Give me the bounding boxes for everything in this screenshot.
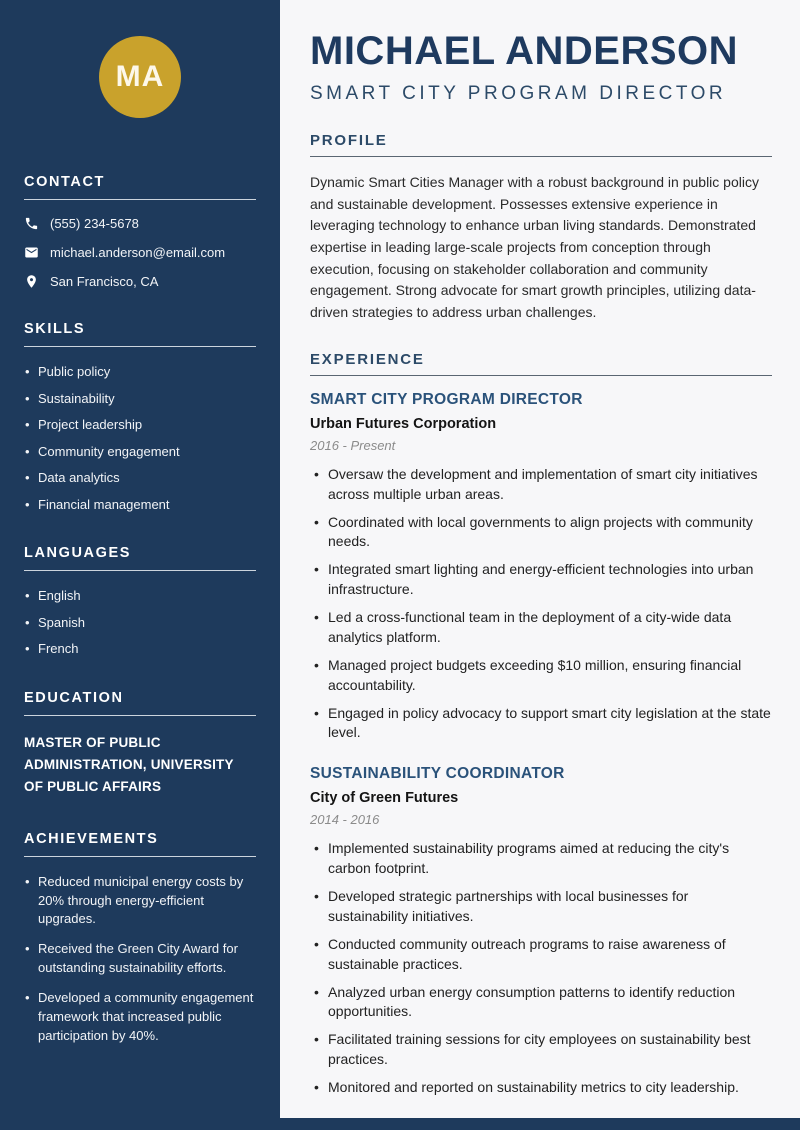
skill-item: • Project leadership xyxy=(24,416,256,434)
avatar xyxy=(99,36,181,118)
phone-icon xyxy=(24,216,39,231)
avatar-initials: MA xyxy=(115,60,165,93)
contact-location-row xyxy=(24,274,256,289)
contact-location-text: San Francisco, CA xyxy=(50,274,159,289)
skill-item: • Financial management xyxy=(24,496,256,514)
candidate-name: MICHAEL ANDERSON xyxy=(310,29,739,73)
experience-bullet: • Integrated smart lighting and energy-efficient technologies into urban infrastructure. xyxy=(310,560,772,600)
experience-section xyxy=(310,351,772,1098)
experience-heading: EXPERIENCE xyxy=(310,351,772,376)
skills-section xyxy=(24,321,256,513)
job-title: SMART CITY PROGRAM DIRECTOR xyxy=(310,390,583,408)
experience-bullet: • Monitored and reported on sustainability metrics to city leadership. xyxy=(310,1078,772,1098)
education-heading: EDUCATION xyxy=(24,690,256,716)
experience-bullet: • Managed project budgets exceeding $10 million, ensuring financial accountability. xyxy=(310,656,772,696)
main-content xyxy=(280,0,800,1130)
experience-bullet: • Conducted community outreach programs to raise awareness of sustainable practices. xyxy=(310,935,772,975)
skill-item: • Sustainability xyxy=(24,390,256,408)
job-bullets xyxy=(310,465,772,744)
language-item: • English xyxy=(24,587,256,605)
contact-heading: CONTACT xyxy=(24,174,256,200)
contact-email-row xyxy=(24,245,256,260)
experience-bullet: • Led a cross-functional team in the deployment of a city-wide data analytics platform. xyxy=(310,608,772,648)
contact-section xyxy=(24,174,256,289)
job-bullets xyxy=(310,839,772,1098)
education-degree: MASTER OF PUBLIC ADMINISTRATION, UNIVERSITY OF PUBLIC AFFAIRS xyxy=(24,734,234,795)
skill-item: • Public policy xyxy=(24,363,256,381)
achievements-heading: ACHIEVEMENTS xyxy=(24,831,256,857)
experience-bullet: • Coordinated with local governments to align projects with community needs. xyxy=(310,513,772,553)
footer-bar xyxy=(0,1118,800,1130)
skill-item: • Community engagement xyxy=(24,443,256,461)
job-dates: 2016 - Present xyxy=(310,437,396,453)
languages-section xyxy=(24,545,256,658)
experience-bullet: • Oversaw the development and implementation of smart city initiatives across multiple urban areas. xyxy=(310,465,772,505)
languages-heading: LANGUAGES xyxy=(24,545,256,571)
sidebar xyxy=(0,0,280,1130)
candidate-title: SMART CITY PROGRAM DIRECTOR xyxy=(310,83,727,104)
achievement-item: • Reduced municipal energy costs by 20% through energy-efficient upgrades. xyxy=(24,873,256,930)
languages-list xyxy=(24,587,256,658)
skill-item: • Data analytics xyxy=(24,469,256,487)
education-section xyxy=(24,690,256,799)
experience-bullet: • Analyzed urban energy consumption patterns to identify reduction opportunities. xyxy=(310,983,772,1023)
profile-section xyxy=(310,132,772,324)
contact-phone-text: (555) 234-5678 xyxy=(50,216,139,231)
location-icon xyxy=(24,274,39,289)
experience-bullet: • Developed strategic partnerships with local businesses for sustainability initiatives. xyxy=(310,887,772,927)
email-icon xyxy=(24,245,39,260)
job-dates: 2014 - 2016 xyxy=(310,812,380,828)
job-company: Urban Futures Corporation xyxy=(310,415,497,432)
job-company: City of Green Futures xyxy=(310,790,459,807)
skills-heading: SKILLS xyxy=(24,321,256,347)
job-entry-2 xyxy=(310,765,772,1098)
achievements-list xyxy=(24,873,256,1046)
achievement-item: • Developed a community engagement framework that increased public participation by 40%. xyxy=(24,989,256,1046)
skills-list xyxy=(24,363,256,513)
profile-text: Dynamic Smart Cities Manager with a robust background in public policy and sustainable development. Possesses extensive experience in leveraging technology to enhance urban living standards. Demonstrated expertise in leading large-scale projects from conception through execution, focusing on stakeholder collaboration and community engagement. Strong advocate for smart growth principles, utilizing data-driven strategies to address urban challenges. xyxy=(310,174,759,321)
job-entry-1 xyxy=(310,391,772,744)
experience-bullet: • Implemented sustainability programs aimed at reducing the city's carbon footprint. xyxy=(310,839,772,879)
language-item: • French xyxy=(24,640,256,658)
profile-heading: PROFILE xyxy=(310,132,772,157)
achievement-item: • Received the Green City Award for outstanding sustainability efforts. xyxy=(24,940,256,978)
contact-phone-row xyxy=(24,216,256,231)
experience-bullet: • Engaged in policy advocacy to support smart city legislation at the state level. xyxy=(310,704,772,744)
language-item: • Spanish xyxy=(24,614,256,632)
experience-bullet: • Facilitated training sessions for city employees on sustainability best practices. xyxy=(310,1030,772,1070)
contact-email-text: michael.anderson@email.com xyxy=(50,245,226,260)
job-title: SUSTAINABILITY COORDINATOR xyxy=(310,765,565,783)
achievements-section xyxy=(24,831,256,1046)
